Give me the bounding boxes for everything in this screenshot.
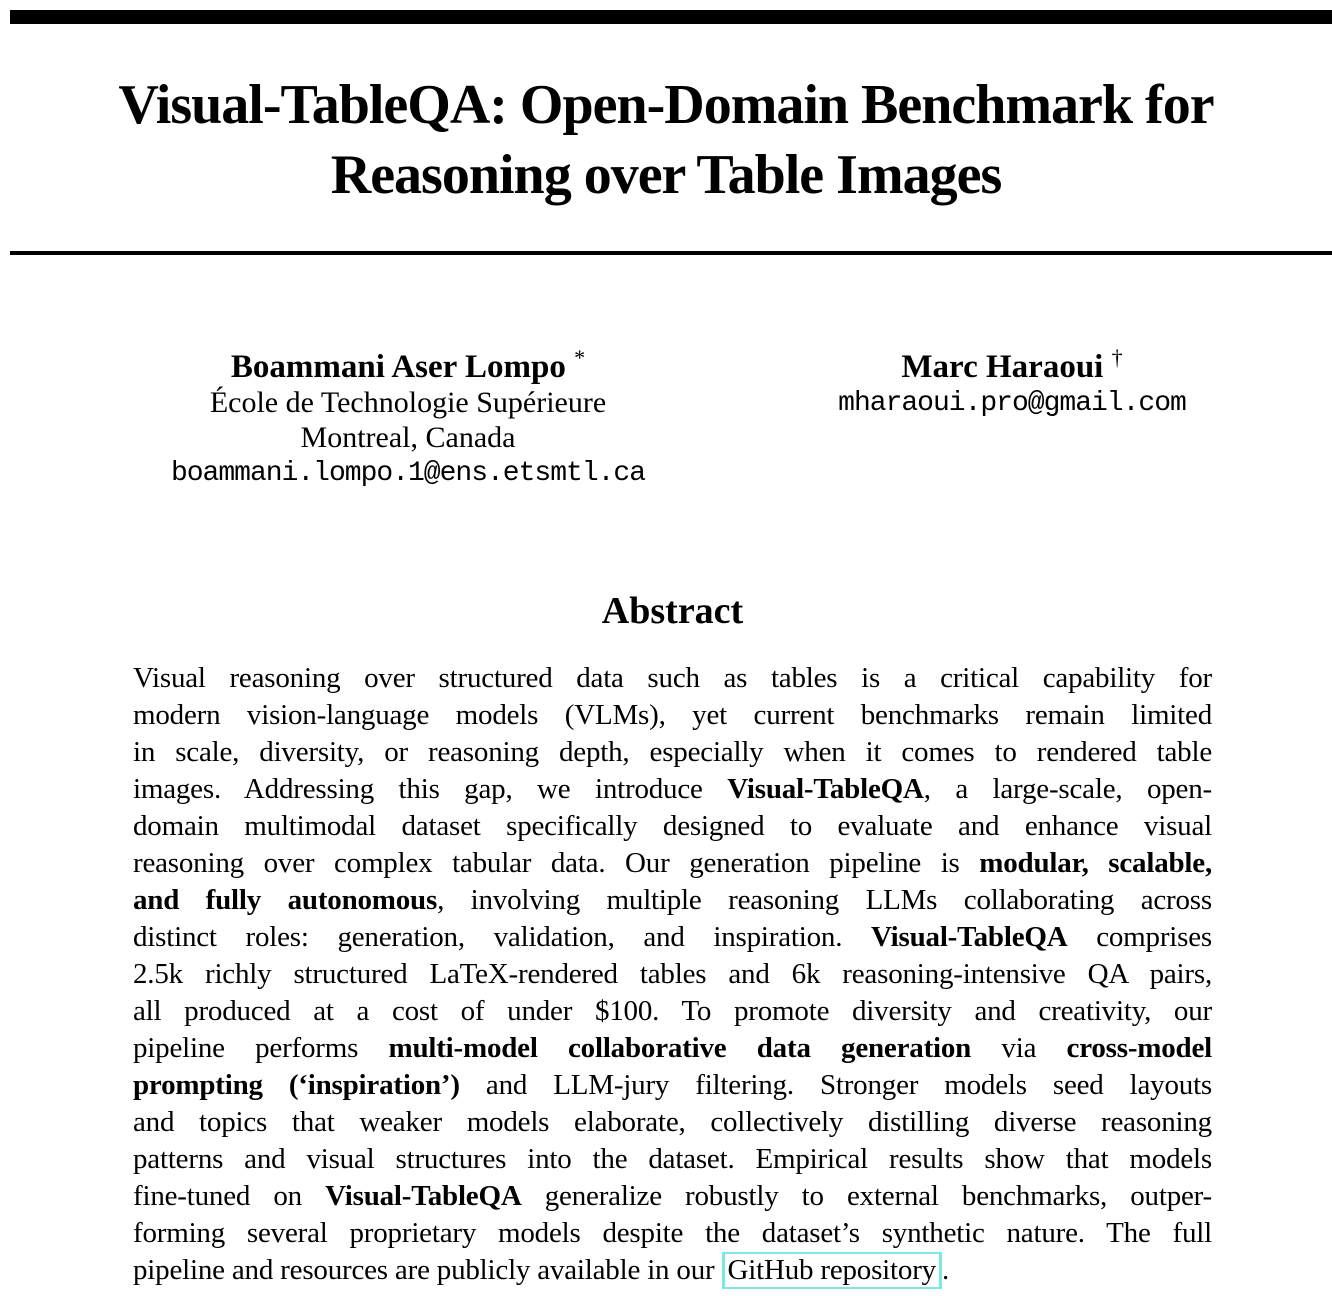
abstract-line: [133, 1141, 1212, 1178]
author-name-1-text: Boammani Aser Lompo: [230, 349, 566, 385]
abstract-paragraph: [133, 660, 1212, 1289]
author-name-2-text: Marc Haraoui: [901, 349, 1104, 385]
abstract-text: , involving multiple reasoning LLMs collaborating across: [437, 884, 1212, 916]
abstract-bold-text: Visual-TableQA: [870, 921, 1068, 953]
abstract-text: pipeline and resources are publicly available in our: [133, 1254, 722, 1286]
abstract-text: forming several proprietary models despite the dataset’s synthetic nature. The full: [133, 1217, 1212, 1249]
abstract-text: domain multimodal dataset specifically designed to evaluate and enhance visual: [133, 810, 1212, 842]
author-block-1: [128, 345, 688, 493]
abstract-text: images. Addressing this gap, we introduce: [133, 773, 728, 805]
abstract-line: [133, 1252, 1212, 1289]
abstract-line: [133, 993, 1212, 1030]
title-rule: [10, 251, 1332, 255]
abstract-line: [133, 771, 1212, 808]
abstract-bold-text: cross-model: [1066, 1032, 1212, 1064]
abstract-bold-text: Visual-TableQA: [325, 1180, 522, 1212]
author-affiliation-1-line-2: Montreal, Canada: [300, 421, 516, 454]
abstract-text: patterns and visual structures into the dataset. Empirical results show that models: [133, 1143, 1212, 1175]
top-bar: [10, 10, 1332, 24]
abstract-heading: Abstract: [601, 590, 744, 632]
abstract-line: [133, 882, 1212, 919]
author-block-2: [737, 345, 1287, 423]
abstract-text: modern vision-language models (VLMs), yet current benchmarks remain limited: [133, 699, 1212, 731]
abstract-text: via: [971, 1032, 1067, 1064]
author-email-2: mharaoui.pro@gmail.com: [838, 388, 1186, 419]
abstract-bold-text: prompting (‘inspiration’): [133, 1069, 460, 1101]
abstract-line: [133, 1215, 1212, 1252]
abstract-text: reasoning over complex tabular data. Our generation pipeline is: [133, 847, 980, 879]
abstract-line: [133, 734, 1212, 771]
abstract-line: [133, 1030, 1212, 1067]
abstract-text: .: [941, 1254, 950, 1286]
abstract-bold-text: Visual-TableQA: [727, 773, 924, 805]
abstract-text: fine-tuned on: [133, 1180, 326, 1212]
author-affiliation-1-line-1: École de Technologie Supérieure: [209, 386, 607, 419]
author-email-1: boammani.lompo.1@ens.etsmtl.ca: [170, 458, 646, 489]
author-thanks-mark-1: *: [574, 345, 586, 370]
abstract-text: and topics that weaker models elaborate, collectively distilling diverse reasoning: [133, 1106, 1212, 1138]
paper-title: [0, 70, 1332, 210]
abstract-bold-text: multi-model collaborative data generation: [388, 1032, 972, 1064]
abstract-line: [133, 1067, 1212, 1104]
abstract-text: distinct roles: generation, validation, and inspiration.: [133, 921, 871, 953]
abstract-line: [133, 956, 1212, 993]
abstract-bold-text: modular, scalable,: [979, 847, 1212, 879]
abstract-line: [133, 845, 1212, 882]
abstract-text: , a large-scale, open-: [923, 773, 1212, 805]
abstract-text: pipeline performs: [133, 1032, 389, 1064]
paper-title-line-2: Reasoning over Table Images: [330, 144, 1002, 206]
github-repository-link[interactable]: GitHub repository: [722, 1252, 942, 1289]
author-name-1: [128, 345, 688, 385]
abstract-text: in scale, diversity, or reasoning depth, especially when it comes to rendered table: [133, 736, 1212, 768]
abstract-line: [133, 808, 1212, 845]
abstract-line: [133, 660, 1212, 697]
abstract-bold-text: and fully autonomous: [133, 884, 438, 916]
abstract-line: [133, 1104, 1212, 1141]
abstract-text: all produced at a cost of under $100. To promote diversity and creativity, our: [133, 995, 1212, 1027]
abstract-text: generalize robustly to external benchmarks, outper-: [521, 1180, 1212, 1212]
author-thanks-mark-2: †: [1111, 345, 1123, 370]
abstract-text: 2.5k richly structured LaTeX-rendered tables and 6k reasoning-intensive QA pairs,: [133, 958, 1212, 990]
abstract-line: [133, 919, 1212, 956]
abstract-text: and LLM-jury filtering. Stronger models seed layouts: [459, 1069, 1212, 1101]
paper-title-line-1: Visual-TableQA: Open-Domain Benchmark for: [118, 74, 1214, 136]
abstract-text: Visual reasoning over structured data such as tables is a critical capability for: [133, 662, 1212, 694]
abstract-line: [133, 1178, 1212, 1215]
author-name-2: [737, 345, 1287, 385]
abstract-line: [133, 697, 1212, 734]
abstract-text: comprises: [1067, 921, 1212, 953]
